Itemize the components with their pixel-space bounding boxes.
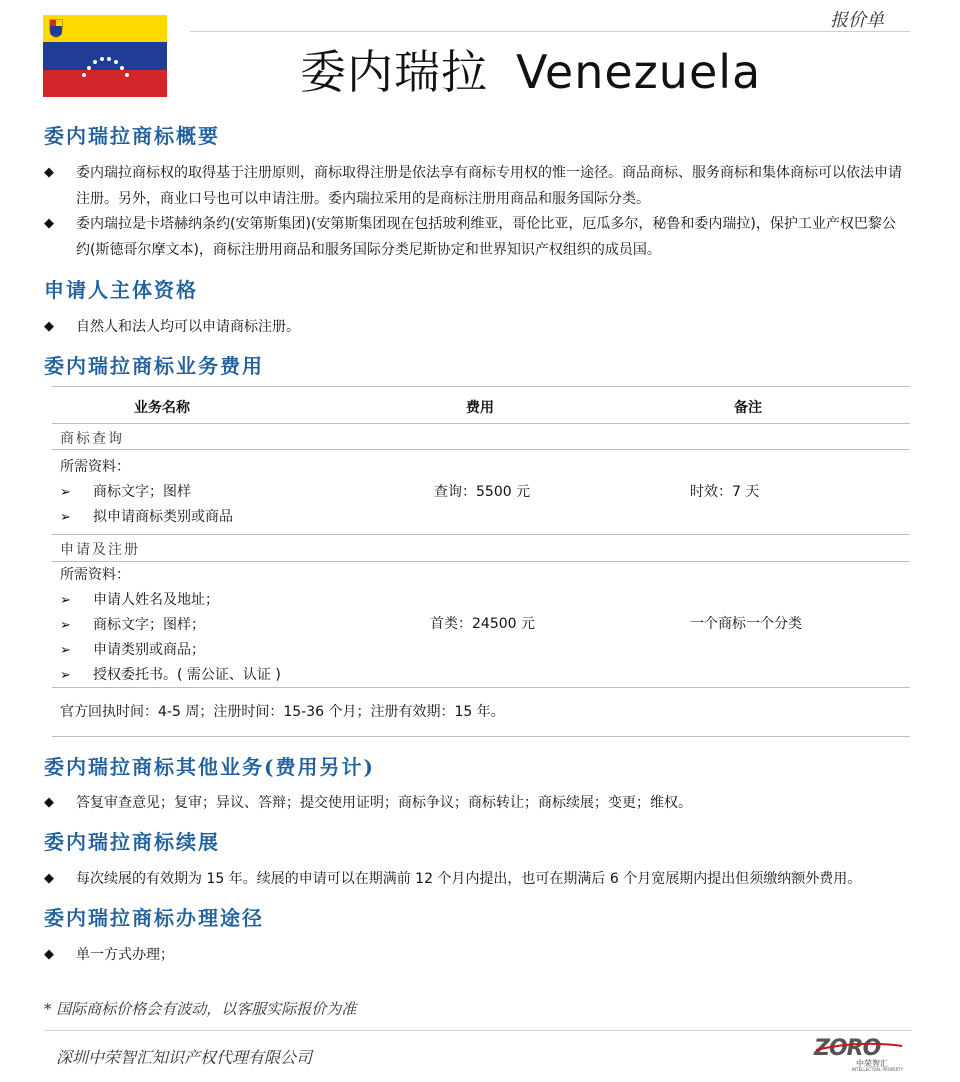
table-bottom-rule [52, 736, 910, 737]
section-heading-eligibility: 申请人主体资格 [44, 278, 198, 302]
table-category-registration: 申请及注册 [60, 542, 140, 558]
column-header-service: 业务名称 [134, 400, 190, 416]
section-heading-channel: 委内瑞拉商标办理途径 [44, 906, 264, 930]
list-item: ➢ 授权委托书。( 需公证、认证 ) [60, 663, 281, 688]
arrow-bullet-icon: ➢ [60, 510, 71, 525]
diamond-bullet-icon: ◆ [44, 319, 54, 334]
eligibility-bullet: ◆ 自然人和法人均可以申请商标注册。 [44, 314, 904, 340]
logo-swoosh-icon [814, 1042, 904, 1052]
section-heading-overview: 委内瑞拉商标概要 [44, 124, 220, 148]
company-name: 深圳中荣智汇知识产权代理有限公司 [56, 1048, 313, 1067]
zoro-logo [814, 1036, 904, 1072]
section-heading-renewal: 委内瑞拉商标续展 [44, 830, 220, 854]
diamond-bullet-icon: ◆ [44, 165, 54, 180]
fee-value-search: 查询：5500 元 [434, 484, 531, 500]
requirements-list [60, 588, 281, 688]
price-disclaimer: * 国际商标价格会有波动，以客服实际报价为准 [44, 1000, 357, 1018]
logo-chinese-name: 中荣智汇 [856, 1059, 888, 1068]
list-item: ➢ 拟申请商标类别或商品 [60, 505, 233, 530]
arrow-bullet-icon: ➢ [60, 593, 71, 608]
table-header-rule [52, 423, 910, 424]
page-title [300, 36, 761, 102]
column-header-fee: 费用 [466, 400, 494, 416]
list-item: ➢ 商标文字；图样 [60, 480, 233, 505]
table-row-rule [52, 687, 910, 688]
requirements-list [60, 480, 233, 530]
arrow-bullet-icon: ➢ [60, 485, 71, 500]
fees-timeline-note: 官方回执时间：4-5 周；注册时间：15-36 个月；注册有效期：15 年。 [60, 704, 505, 720]
arrow-bullet-icon: ➢ [60, 618, 71, 633]
venezuela-flag [43, 15, 167, 97]
requirements-label: 所需资料： [60, 459, 130, 475]
logo-mark: ZORO [814, 1036, 881, 1061]
document-type-label: 报价单 [830, 10, 884, 31]
coat-of-arms-icon [49, 18, 63, 38]
remark-value-registration: 一个商标一个分类 [690, 616, 802, 632]
fee-value-registration: 首类：24500 元 [430, 616, 535, 632]
renewal-bullet: ◆ 每次续展的有效期为 15 年。续展的申请可以在期满前 12 个月内提出，也可在期满后 6 个月宽展期内提出但须缴纳额外费用。 [44, 866, 904, 892]
table-row-rule [52, 561, 910, 562]
header-divider [190, 31, 910, 32]
diamond-bullet-icon: ◆ [44, 871, 54, 886]
table-top-rule [52, 386, 910, 387]
list-item: ➢ 申请类别或商品； [60, 638, 281, 663]
arrow-bullet-icon: ➢ [60, 643, 71, 658]
table-row [60, 455, 233, 530]
overview-bullet-1: ◆ 委内瑞拉商标权的取得基于注册原则，商标取得注册是依法享有商标专用权的惟一途径。商品商标、服务商标和集体商标可以依法申请注册。另外，商业口号也可以申请注册。委内瑞拉采用的是商标注册用商品和服务国际分类。 [44, 160, 904, 212]
table-category-search: 商标查询 [60, 431, 124, 447]
other-bullet: ◆ 答复审查意见；复审；异议、答辩；提交使用证明；商标争议；商标转让；商标续展；变更；维权。 [44, 790, 904, 816]
column-header-remark: 备注 [734, 400, 762, 416]
table-row-rule [52, 534, 910, 535]
diamond-bullet-icon: ◆ [44, 947, 54, 962]
section-heading-fees: 委内瑞拉商标业务费用 [44, 354, 264, 378]
list-item: ➢ 申请人姓名及地址； [60, 588, 281, 613]
title-chinese: 委内瑞拉 [300, 45, 488, 99]
diamond-bullet-icon: ◆ [44, 795, 54, 810]
table-row [60, 563, 281, 688]
title-english: Venezuela [516, 45, 762, 99]
list-item: ➢ 商标文字；图样； [60, 613, 281, 638]
channel-bullet: ◆ 单一方式办理； [44, 942, 904, 968]
logo-tagline: INTELLECTUAL PROPERTY [852, 1067, 904, 1072]
table-row-rule [52, 449, 910, 450]
footer-divider [44, 1030, 912, 1031]
section-heading-other: 委内瑞拉商标其他业务(费用另计) [44, 755, 375, 779]
diamond-bullet-icon: ◆ [44, 216, 54, 231]
overview-bullet-2: ◆ 委内瑞拉是卡塔赫纳条约(安第斯集团)(安第斯集团现在包括玻利维亚，哥伦比亚，厄瓜多尔，秘鲁和委内瑞拉)，保护工业产权巴黎公约(斯德哥尔摩文本)，商标注册用商品和服务国际分类尼斯协定和世界知识产权组织的成员国。 [44, 211, 904, 263]
requirements-label: 所需资料： [60, 567, 130, 583]
remark-value-search: 时效：7 天 [690, 484, 760, 500]
arrow-bullet-icon: ➢ [60, 668, 71, 683]
